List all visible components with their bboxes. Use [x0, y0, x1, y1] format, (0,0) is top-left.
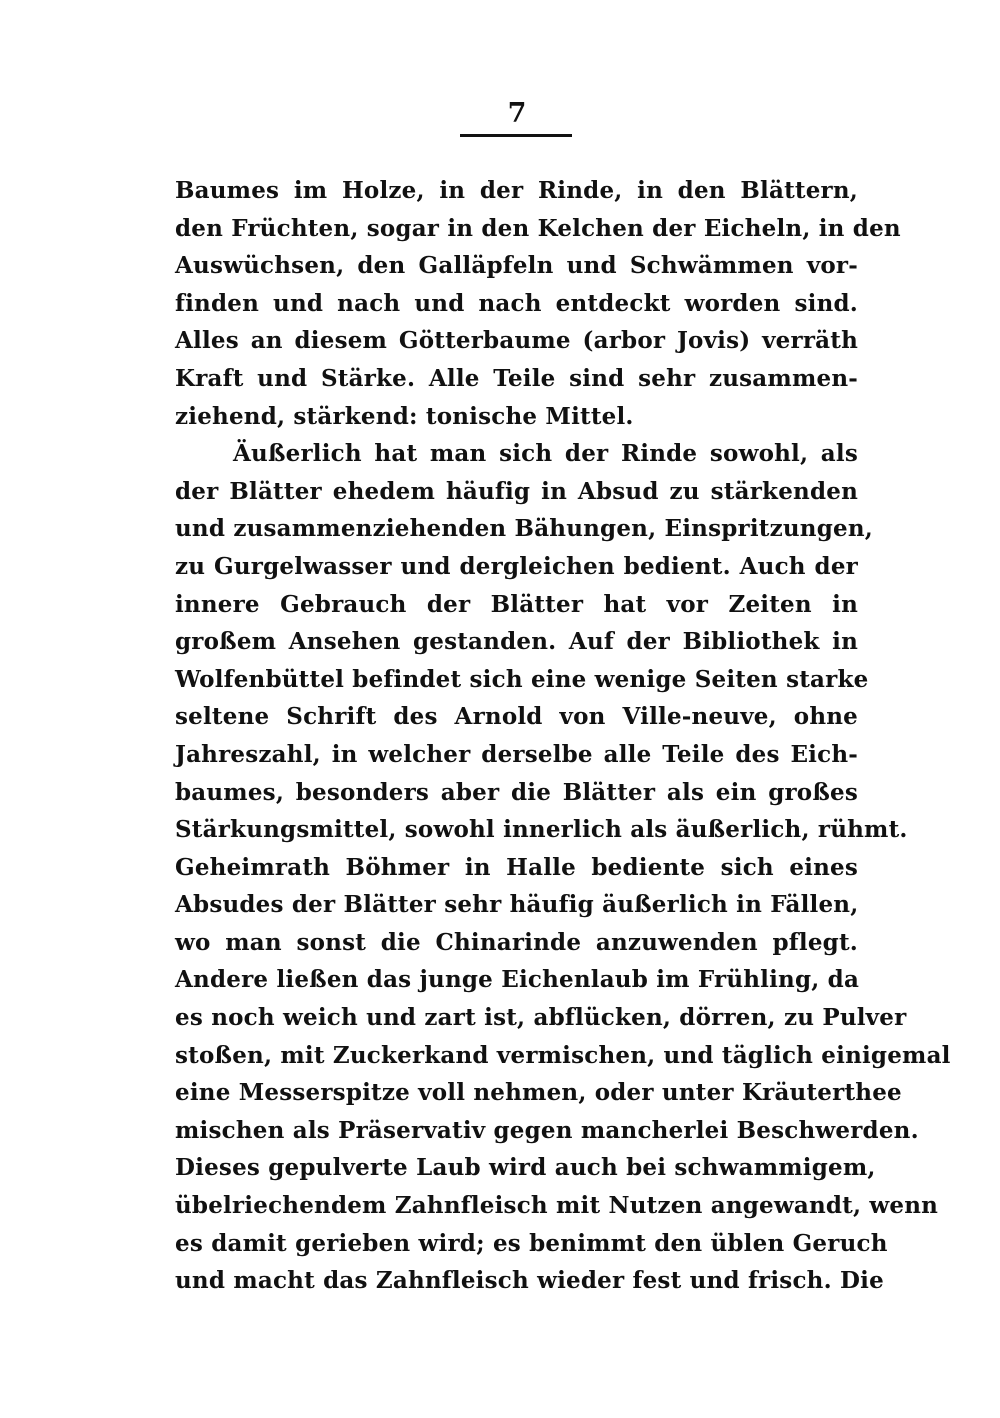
text-line: großem Ansehen gestanden. Auf der Bibliothek in	[175, 628, 858, 656]
text-line: es damit gerieben wird; es benimmt den üblen Geruch	[175, 1229, 888, 1257]
text-line: mischen als Präservativ gegen mancherlei Beschwerden.	[175, 1116, 919, 1144]
text-line: seltene Schrift des Arnold von Ville-neuve, ohne	[175, 703, 858, 731]
text-line: Auswüchsen, den Galläpfeln und Schwämmen vor-	[175, 252, 858, 280]
text-line: eine Messerspitze voll nehmen, oder unter Kräuterthee	[175, 1079, 902, 1107]
text-line: wo man sonst die Chinarinde anzuwenden pflegt.	[175, 928, 858, 956]
body-text	[175, 172, 951, 1300]
text-line: ziehend, stärkend: tonische Mittel.	[175, 402, 634, 430]
text-line: übelriechendem Zahnfleisch mit Nutzen angewandt, wenn	[175, 1192, 939, 1220]
text-line: es noch weich und zart ist, abflücken, dörren, zu Pulver	[175, 1004, 907, 1032]
text-line: Kraft und Stärke. Alle Teile sind sehr zusammen-	[175, 364, 858, 392]
text-line: Jahreszahl, in welcher derselbe alle Teile des Eich-	[175, 740, 858, 768]
text-line: Wolfenbüttel befindet sich eine wenige Seiten starke	[175, 665, 869, 693]
text-line: Andere ließen das junge Eichenlaub im Frühling, da	[175, 966, 860, 994]
header-rule	[460, 134, 572, 137]
text-line: Äußerlich hat man sich der Rinde sowohl, als	[233, 440, 858, 468]
text-line: der Blätter ehedem häufig in Absud zu stärkenden	[175, 477, 858, 505]
text-line: Alles an diesem Götterbaume (arbor Jovis) verräth	[175, 327, 858, 355]
text-line: Geheimrath Böhmer in Halle bediente sich eines	[175, 853, 858, 881]
text-line: und zusammenziehenden Bähungen, Einspritzungen,	[175, 515, 873, 543]
text-line: Baumes im Holze, in der Rinde, in den Blättern,	[175, 177, 858, 204]
text-line: finden und nach und nach entdeckt worden sind.	[175, 289, 858, 317]
text-line: baumes, besonders aber die Blätter als ein großes	[175, 778, 858, 806]
text-line: Absudes der Blätter sehr häufig äußerlich in Fällen,	[175, 891, 859, 919]
text-line: und macht das Zahnfleisch wieder fest und frisch. Die	[175, 1267, 884, 1295]
text-line: zu Gurgelwasser und dergleichen bedient. Auch der	[175, 552, 858, 580]
page-number: 7	[507, 98, 527, 129]
text-line: den Früchten, sogar in den Kelchen der Eicheln, in den	[175, 214, 901, 242]
text-line: Stärkungsmittel, sowohl innerlich als äußerlich, rühmt.	[175, 816, 908, 844]
text-line: stoßen, mit Zuckerkand vermischen, und täglich einigemal	[175, 1041, 951, 1069]
text-line: Dieses gepulverte Laub wird auch bei schwammigem,	[175, 1154, 876, 1182]
text-line: innere Gebrauch der Blätter hat vor Zeiten in	[175, 590, 858, 618]
